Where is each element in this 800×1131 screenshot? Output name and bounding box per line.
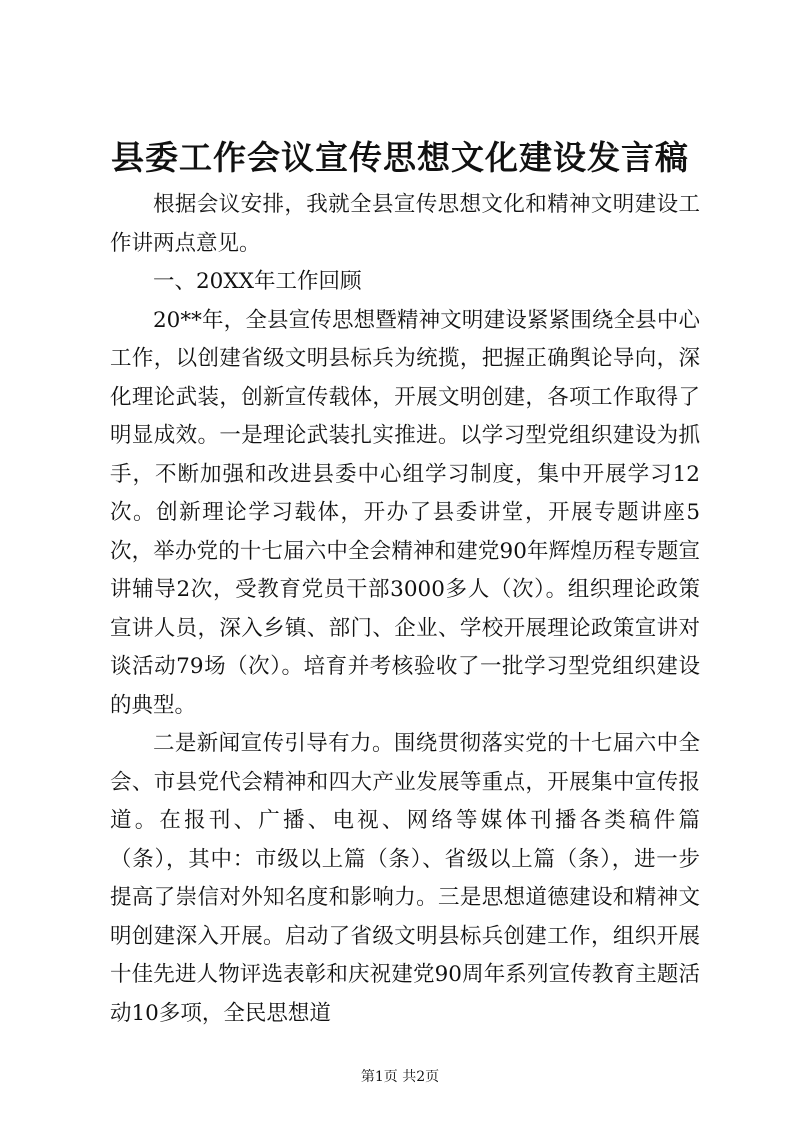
- page-footer: 第1页 共2页: [360, 1069, 440, 1085]
- section-heading: 一、20XX年工作回顾: [153, 269, 362, 294]
- paragraph-review: 20**年，全县宣传思想暨精神文明建设紧紧围绕全县中心工作，以创建省级文明县标兵为统揽，把握正确舆论导向，深化理论武装，创新宣传载体，开展文明创建，各项工作取得了明显成效。一是理论武装扎实推进。以学习型党组织建设为抓手，不断加强和改进县委中心组学习制度，集中开展学习12次。创新理论学习载体，开办了县委讲堂，开展专题讲座5次，举办党的十七届六中全会精神和建党90年辉煌历程专题宣讲辅导2次，受教育党员干部3000多人（次）。组织理论政策宣讲人员，深入乡镇、部门、企业、学校开展理论政策宣讲对谈活动79场（次）。培育并考核验收了一批学习型党组织建设的典型。: [110, 307, 700, 718]
- paragraph-intro: 根据会议安排，我就全县宣传思想文化和精神文明建设工作讲两点意见。: [110, 192, 700, 256]
- paragraph-news: 二是新闻宣传引导有力。围绕贯彻落实党的十七届六中全会、市县党代会精神和四大产业发展等重点，开展集中宣传报道。在报刊、广播、电视、网络等媒体刊播各类稿件篇（条），其中：市级以上篇（条）、省级以上篇（条），进一步提高了崇信对外知名度和影响力。三是思想道德建设和精神文明创建深入开展。启动了省级文明县标兵创建工作，组织开展十佳先进人物评选表彰和庆祝建党90周年系列宣传教育主题活动10多项，全民思想道: [110, 731, 700, 1026]
- document-title: 县委工作会议宣传思想文化建设发言稿: [111, 138, 689, 177]
- document-body: [110, 186, 700, 1033]
